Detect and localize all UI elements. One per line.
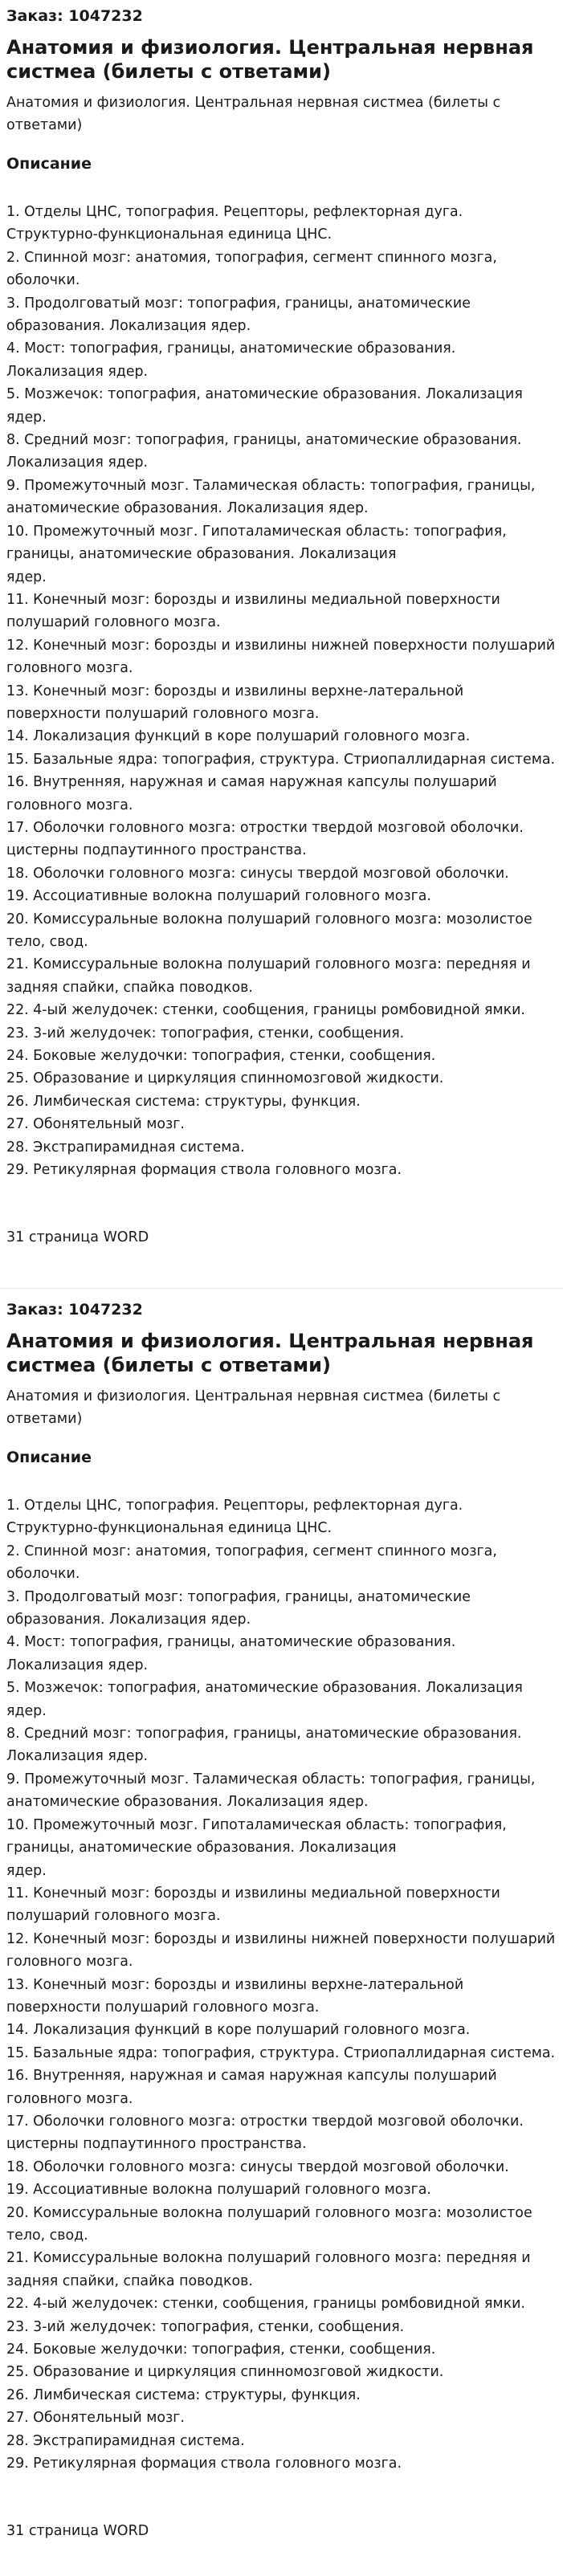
list-item: 4. Мост: топография, границы, анатомические образования. Локализация ядер.: [6, 340, 456, 380]
list-item: 12. Конечный мозг: борозды и извилины нижней поверхности полушарий головного мозга.: [6, 637, 556, 677]
list-item: 23. 3-ий желудочек: топография, стенки, сообщения.: [6, 1025, 405, 1041]
list-item: 22. 4-ый желудочек: стенки, сообщения, границы ромбовидной ямки.: [6, 1002, 525, 1019]
list-item: 21. Комиссуральные волокна полушарий головного мозга: передняя и задняя спайки, спайка поводков.: [6, 2250, 531, 2289]
list-item: 17. Оболочки головного мозга: отростки твердой мозговой оболочки. цистерны подпаутинного пространства.: [6, 2113, 524, 2153]
list-item: 15. Базальные ядра: топография, структура. Стриопаллидарная система.: [6, 2044, 556, 2061]
list-item: 1. Отделы ЦНС, топография. Рецепторы, рефлекторная дуга. Структурно-функциональная единица ЦНС.: [6, 1498, 463, 1537]
list-item: 29. Ретикулярная формация ствола головного мозга.: [6, 1162, 402, 1179]
list-item: 26. Лимбическая система: структуры, функция.: [6, 2386, 361, 2403]
document-title: Анатомия и физиология. Центральная нервная систмеа (билеты с ответами): [6, 36, 534, 83]
order-number: Заказ: 1047232: [6, 7, 143, 25]
list-item: 10. Промежуточный мозг. Гипоталамическая область: топография, границы, анатомические образования. Локализация: [6, 523, 507, 563]
list-item: 16. Внутренняя, наружная и самая наружная капсулы полушарий головного мозга.: [6, 2068, 497, 2107]
list-item: 11. Конечный мозг: борозды и извилины медиальной поверхности полушарий головного мозга.: [6, 1885, 500, 1925]
list-item: 3. Продолговатый мозг: топография, границы, анатомические образования. Локализация ядер.: [6, 295, 471, 335]
list-item: 10. Промежуточный мозг. Гипоталамическая область: топография, границы, анатомические образования. Локализация: [6, 1816, 507, 1857]
list-item: 16. Внутренняя, наружная и самая наружная капсулы полушарий головного мозга.: [6, 774, 497, 813]
list-item: 18. Оболочки головного мозга: синусы твердой мозговой оболочки.: [6, 865, 509, 882]
list-item: ядер.: [6, 1862, 47, 1879]
list-item: 14. Локализация функций в коре полушарий головного мозга.: [6, 728, 471, 745]
list-item: 4. Мост: топография, границы, анатомические образования. Локализация ядер.: [6, 1634, 456, 1673]
list-item: 20. Комиссуральные волокна полушарий головного мозга: мозолистое тело, свод.: [6, 911, 532, 950]
list-item: 1. Отделы ЦНС, топография. Рецепторы, рефлекторная дуга. Структурно-функциональная единица ЦНС.: [6, 204, 463, 243]
list-item: 19. Ассоциативные волокна полушарий головного мозга.: [6, 888, 431, 905]
document-subtitle: Анатомия и физиология. Центральная нервная систмеа (билеты с ответами): [6, 95, 501, 133]
list-item: 18. Оболочки головного мозга: синусы твердой мозговой оболочки.: [6, 2158, 509, 2175]
list-item: 28. Экстрапирамидная система.: [6, 2432, 245, 2449]
list-item: 27. Обонятельный мозг.: [6, 1116, 185, 1133]
ticket-list: [6, 201, 557, 1181]
list-item: 8. Средний мозг: топография, границы, анатомические образования. Локализация ядер.: [6, 432, 522, 471]
document-title: Анатомия и физиология. Центральная нервная систмеа (билеты с ответами): [6, 1330, 534, 1376]
ticket-list: [6, 1494, 557, 2475]
list-item: 2. Спинной мозг: анатомия, топография, сегмент спинного мозга, оболочки.: [6, 1543, 497, 1583]
list-item: 13. Конечный мозг: борозды и извилины верхне-латеральной поверхности полушарий головного мозга.: [6, 683, 464, 722]
list-item: 25. Образование и циркуляция спинномозговой жидкости.: [6, 1070, 444, 1087]
list-item: 24. Боковые желудочки: топография, стенки, сообщения.: [6, 1048, 436, 1065]
list-item: 23. 3-ий желудочек: топография, стенки, сообщения.: [6, 2318, 405, 2335]
description-heading: Описание: [6, 1449, 92, 1466]
list-item: 21. Комиссуральные волокна полушарий головного мозга: передняя и задняя спайки, спайка поводков.: [6, 956, 531, 996]
order-entry: [0, 1288, 563, 2576]
list-item: 8. Средний мозг: топография, границы, анатомические образования. Локализация ядер.: [6, 1726, 522, 1765]
list-item: 20. Комиссуральные волокна полушарий головного мозга: мозолистое тело, свод.: [6, 2204, 532, 2244]
list-item: 27. Обонятельный мозг.: [6, 2410, 185, 2427]
list-item: 26. Лимбическая система: структуры, функция.: [6, 1093, 361, 1110]
list-item: 2. Спинной мозг: анатомия, топография, сегмент спинного мозга, оболочки.: [6, 249, 497, 289]
list-item: 11. Конечный мозг: борозды и извилины медиальной поверхности полушарий головного мозга.: [6, 591, 500, 631]
list-item: 17. Оболочки головного мозга: отростки твердой мозговой оболочки. цистерны подпаутинного пространства.: [6, 819, 524, 859]
list-item: 28. Экстрапирамидная система.: [6, 1139, 245, 1156]
list-item: 15. Базальные ядра: топография, структура. Стриопаллидарная система.: [6, 751, 556, 768]
document-subtitle: Анатомия и физиология. Центральная нервная систмеа (билеты с ответами): [6, 1388, 501, 1427]
list-item: 19. Ассоциативные волокна полушарий головного мозга.: [6, 2182, 431, 2199]
list-item: 9. Промежуточный мозг. Таламическая область: топография, границы, анатомические образования. Локализация ядер.: [6, 477, 536, 517]
page-count: 31 страница WORD: [6, 1229, 149, 1246]
list-item: 9. Промежуточный мозг. Таламическая область: топография, границы, анатомические образования. Локализация ядер.: [6, 1771, 536, 1811]
list-item: 22. 4-ый желудочек: стенки, сообщения, границы ромбовидной ямки.: [6, 2296, 525, 2313]
list-item: 3. Продолговатый мозг: топография, границы, анатомические образования. Локализация ядер.: [6, 1588, 471, 1628]
order-number: Заказ: 1047232: [6, 1301, 143, 1319]
list-item: 5. Мозжечок: топография, анатомические образования. Локализация ядер.: [6, 1680, 523, 1719]
list-item: 5. Мозжечок: топография, анатомические образования. Локализация ядер.: [6, 386, 523, 426]
list-item: 12. Конечный мозг: борозды и извилины нижней поверхности полушарий головного мозга.: [6, 1930, 556, 1971]
list-item: ядер.: [6, 569, 47, 585]
list-item: 25. Образование и циркуляция спинномозговой жидкости.: [6, 2364, 444, 2381]
list-item: 29. Ретикулярная формация ствола головного мозга.: [6, 2456, 402, 2472]
list-item: 13. Конечный мозг: борозды и извилины верхне-латеральной поверхности полушарий головного мозга.: [6, 1976, 464, 2016]
list-item: 14. Локализация функций в коре полушарий головного мозга.: [6, 2022, 471, 2039]
description-heading: Описание: [6, 155, 92, 173]
page-count: 31 страница WORD: [6, 2523, 149, 2540]
list-item: 24. Боковые желудочки: топография, стенки, сообщения.: [6, 2342, 436, 2358]
